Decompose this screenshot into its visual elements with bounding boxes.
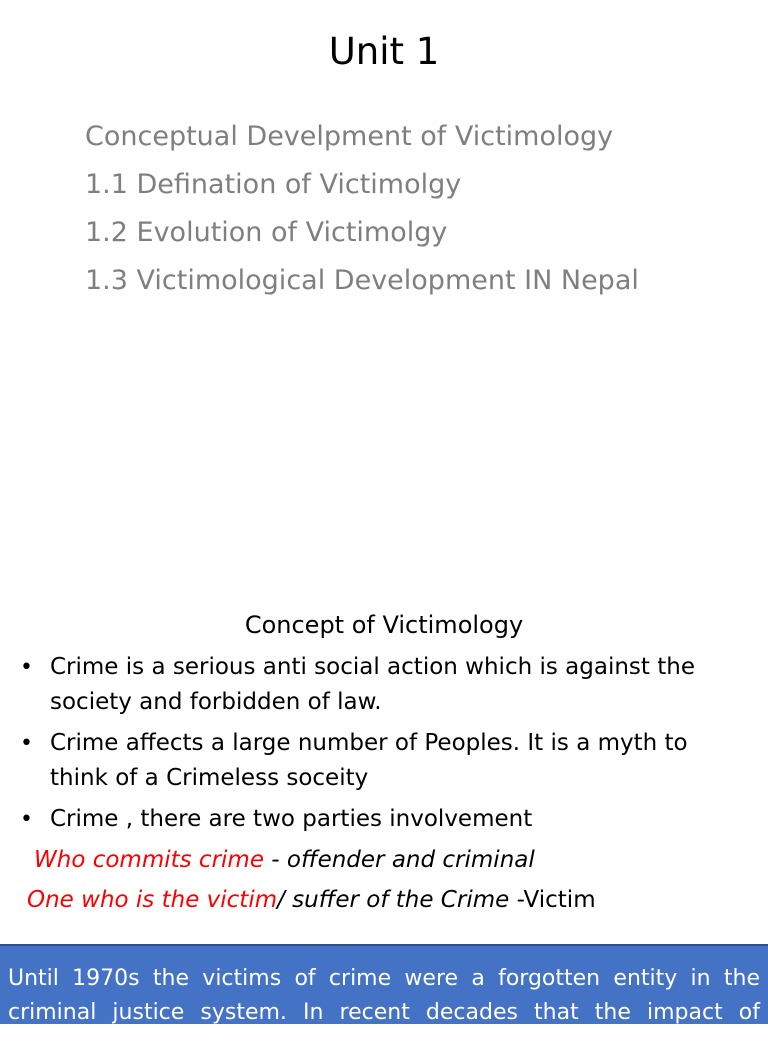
bullet-item [18,650,718,720]
offender-line [34,842,535,878]
victim-term: -Victim [509,887,596,913]
toc-item: 1.1 Defination of Victimolgy [85,169,462,200]
bullet-list [18,650,718,843]
info-box-text: Until 1970s the victims of crime were a forgotten entity in the criminal justice system. In recent decades that the impact of victimization on [8,966,760,1059]
toc-item: Conceptual Develpment of Victimology [85,121,614,152]
toc-item: 1.3 Victimological Development IN Nepal [85,265,639,296]
table-of-contents [85,113,639,305]
bullet-text: Crime is a serious anti social action which is against the society and forbidden of law. [50,654,695,715]
victim-label: One who is the victim [27,887,278,913]
section-title: Concept of Victimology [244,611,524,639]
bullet-icon: • [20,655,33,680]
offender-desc: - offender and criminal [263,847,535,873]
info-box [0,944,768,1059]
bullet-text: Crime affects a large number of Peoples. It is a myth to think of a Crimeless soceity [50,730,688,791]
bullet-text: Crime , there are two parties involvement [50,806,533,832]
toc-item: 1.2 Evolution of Victimolgy [85,217,448,248]
bullet-icon: • [20,731,33,756]
bullet-item [18,802,718,837]
victim-line [27,882,596,918]
offender-label: Who commits crime [34,847,264,873]
bullet-item [18,726,718,796]
victim-desc: / suffer of the Crime [277,887,510,913]
slide-title: Unit 1 [328,30,440,73]
bullet-icon: • [20,807,33,832]
